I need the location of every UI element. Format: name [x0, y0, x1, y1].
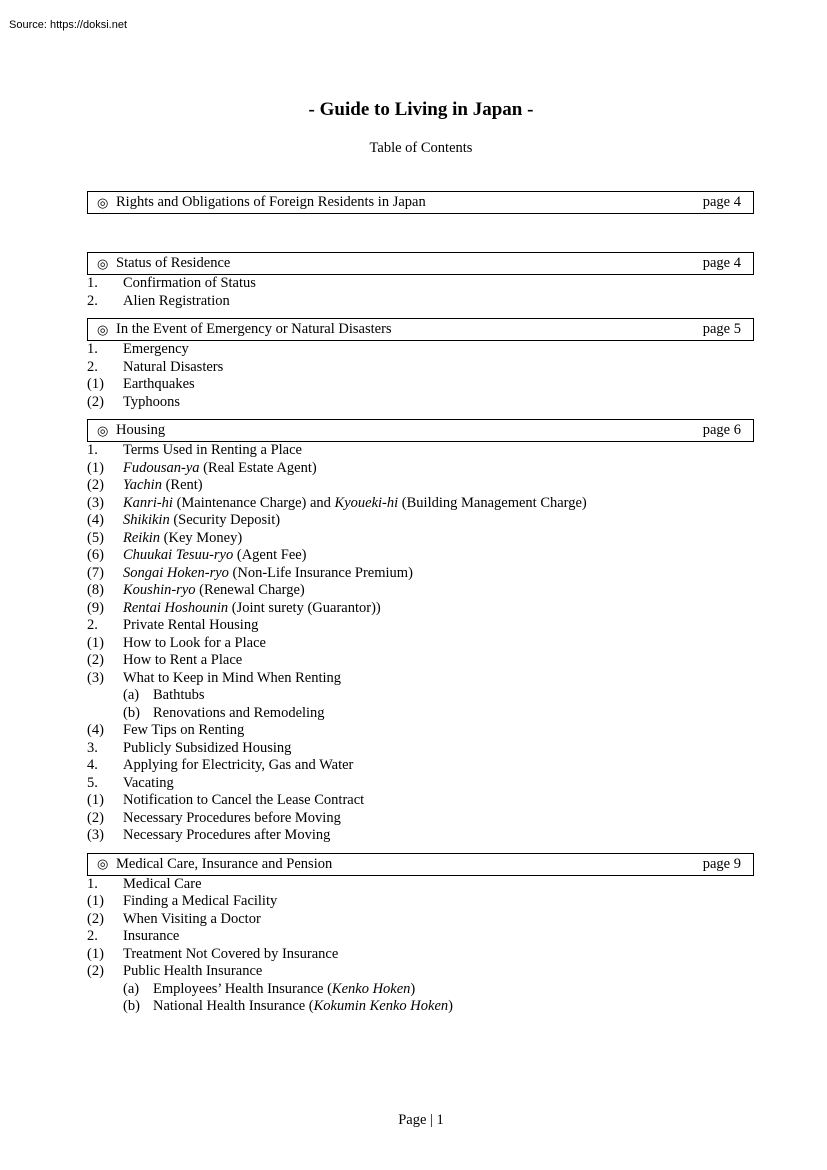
- toc-item[interactable]: [87, 293, 754, 311]
- toc-item[interactable]: [87, 893, 754, 911]
- section-page-ref: page 6: [702, 422, 741, 438]
- toc-item[interactable]: [87, 652, 754, 670]
- toc-item-text: Necessary Procedures after Moving: [123, 827, 331, 843]
- toc-item-text: [153, 998, 453, 1016]
- toc-item-number: (2): [87, 963, 104, 979]
- toc-item-number: (a): [123, 687, 140, 703]
- toc-item[interactable]: [87, 670, 754, 688]
- toc-item-number: (5): [87, 529, 104, 546]
- section-header-box[interactable]: [87, 419, 754, 442]
- toc-item-number: 5.: [87, 774, 98, 791]
- toc-item-text: [123, 495, 587, 513]
- toc-item-number: (2): [87, 652, 104, 668]
- toc-item-number: 3.: [87, 739, 98, 756]
- toc-section: [87, 252, 754, 310]
- toc-item-number: 2.: [87, 292, 98, 309]
- toc-item-number: (2): [87, 477, 104, 493]
- section-page-ref: page 4: [702, 194, 741, 210]
- bullseye-icon: ◎: [97, 422, 109, 438]
- toc-item-number: (2): [87, 910, 104, 927]
- toc-item-text-part: (Rent): [161, 477, 203, 493]
- toc-item-text-part: ): [448, 998, 453, 1014]
- toc-item-text: What to Keep in Mind When Renting: [123, 669, 341, 686]
- toc-item-text: Vacating: [123, 774, 174, 791]
- toc-item-text-part: (Renewal Charge): [195, 582, 305, 598]
- toc-item[interactable]: [87, 740, 754, 758]
- toc-item-text: Renovations and Remodeling: [153, 704, 325, 721]
- toc-item-text: Natural Disasters: [123, 358, 224, 375]
- section-title: Rights and Obligations of Foreign Residents in Japan: [116, 194, 426, 210]
- japanese-term: Fudousan-ya: [123, 459, 200, 476]
- toc-item[interactable]: [87, 876, 754, 894]
- toc-item-number: (1): [87, 792, 104, 808]
- japanese-term: Koushin-ryo: [123, 582, 196, 598]
- japanese-term: Yachin: [123, 477, 162, 493]
- toc-item[interactable]: [87, 512, 754, 530]
- toc-item-text: [153, 981, 415, 999]
- section-header-box[interactable]: [87, 318, 754, 341]
- toc-item-text: When Visiting a Doctor: [123, 910, 261, 927]
- japanese-term: Kokumin Kenko Hoken: [313, 998, 449, 1014]
- toc-item-text-part: (Agent Fee): [233, 547, 307, 563]
- toc-item-text: Bathtubs: [153, 687, 205, 703]
- source-label: Source: https://doksi.net: [9, 19, 128, 31]
- toc-item-number: 1.: [87, 875, 98, 892]
- toc-item-text: Earthquakes: [123, 376, 195, 392]
- section-title: Status of Residence: [116, 255, 231, 271]
- bullseye-icon: ◎: [97, 194, 109, 210]
- toc-item-text-part: (Joint surety (Guarantor)): [228, 599, 381, 616]
- toc-item[interactable]: [87, 376, 754, 394]
- toc-item-text: Publicly Subsidized Housing: [123, 739, 292, 756]
- bullseye-icon: ◎: [97, 856, 109, 871]
- toc-item-text: Insurance: [123, 928, 180, 944]
- toc-item-number: 1.: [87, 341, 98, 357]
- toc-item-number: (1): [87, 376, 104, 392]
- section-item-list: [87, 275, 754, 310]
- toc-item[interactable]: [87, 722, 754, 740]
- toc-item-text: Few Tips on Renting: [123, 722, 245, 738]
- japanese-term: Kyoueki-hi: [334, 494, 399, 511]
- toc-item[interactable]: [87, 477, 754, 495]
- toc-item[interactable]: [87, 275, 754, 293]
- toc-item-number: (2): [87, 393, 104, 410]
- toc-item[interactable]: [87, 757, 754, 775]
- toc-item-number: (3): [87, 494, 104, 511]
- toc-item-number: 2.: [87, 617, 98, 633]
- toc-item-text: Treatment Not Covered by Insurance: [123, 945, 339, 962]
- toc-item[interactable]: [87, 687, 754, 705]
- toc-item[interactable]: [87, 775, 754, 793]
- toc-item-text: [123, 565, 413, 583]
- toc-item-number: (1): [87, 945, 104, 962]
- toc-item-text: [123, 582, 305, 600]
- toc-item-number: 2.: [87, 928, 98, 944]
- section-item-list: [87, 442, 754, 845]
- toc-item-text: [123, 600, 381, 618]
- section-page-ref: page 9: [702, 855, 741, 872]
- toc-item[interactable]: [87, 394, 754, 412]
- toc-item-text: Finding a Medical Facility: [123, 893, 278, 909]
- toc-item-text: [123, 530, 242, 548]
- section-header-box[interactable]: [87, 252, 754, 275]
- toc-item[interactable]: [87, 911, 754, 929]
- bullseye-icon: ◎: [97, 321, 109, 337]
- toc-item[interactable]: [87, 341, 754, 359]
- toc-item-number: (1): [87, 634, 104, 651]
- toc-item[interactable]: [87, 547, 754, 565]
- toc-item-text: Private Rental Housing: [123, 617, 259, 633]
- japanese-term: Chuukai Tesuu-ryo: [123, 547, 234, 563]
- section-header-box[interactable]: [87, 853, 754, 876]
- section-title: In the Event of Emergency or Natural Disasters: [116, 321, 392, 337]
- toc-item-text: [123, 547, 307, 565]
- toc-item-number: (b): [123, 998, 140, 1014]
- toc-item-text-part: (Key Money): [160, 529, 243, 546]
- toc-section: [87, 318, 754, 411]
- section-title: Housing: [116, 422, 166, 438]
- toc-item[interactable]: [87, 792, 754, 810]
- toc-section: [87, 853, 754, 1016]
- toc-item-number: (3): [87, 669, 104, 686]
- toc-item-text: Terms Used in Renting a Place: [123, 442, 302, 458]
- page-footer: Page | 1: [398, 1112, 444, 1128]
- toc-item-number: (9): [87, 599, 104, 616]
- japanese-term: Reikin: [123, 529, 161, 546]
- toc-item-number: (2): [87, 809, 104, 826]
- toc-item-text: How to Rent a Place: [123, 652, 243, 668]
- toc-item-text: [123, 460, 317, 478]
- toc-item-text: Emergency: [123, 341, 189, 357]
- toc-item[interactable]: [87, 946, 754, 964]
- toc-section: [87, 191, 754, 214]
- toc-item-number: (1): [87, 459, 104, 476]
- toc-item-number: 1.: [87, 442, 98, 458]
- toc-item-text: [123, 512, 280, 530]
- toc-item-text-part: (Maintenance Charge) and: [172, 494, 335, 511]
- toc-item-text: Public Health Insurance: [123, 963, 263, 979]
- toc-item-number: 2.: [87, 358, 98, 375]
- section-title: Medical Care, Insurance and Pension: [116, 855, 333, 872]
- japanese-term: Kanri-hi: [123, 494, 173, 511]
- toc-item-text: Necessary Procedures before Moving: [123, 809, 341, 826]
- toc-item[interactable]: [87, 600, 754, 618]
- toc-item-number: (8): [87, 582, 104, 598]
- toc-item[interactable]: [87, 705, 754, 723]
- toc-item-number: (3): [87, 827, 104, 843]
- toc-item-number: 1.: [87, 275, 98, 291]
- japanese-term: Songai Hoken-ryo: [123, 564, 229, 581]
- page-title: - Guide to Living in Japan -: [308, 99, 534, 120]
- toc-item-text: How to Look for a Place: [123, 634, 266, 651]
- toc-item-number: (b): [123, 704, 140, 721]
- toc-item-number: (4): [87, 512, 104, 528]
- toc-item-number: 4.: [87, 757, 98, 773]
- section-page-ref: page 4: [702, 255, 741, 271]
- japanese-term: Shikikin: [123, 512, 170, 528]
- toc-item-text-part: Employees’ Health Insurance (: [153, 980, 332, 997]
- toc-item[interactable]: [87, 617, 754, 635]
- toc-item[interactable]: [87, 635, 754, 653]
- toc-item[interactable]: [87, 442, 754, 460]
- toc-item-text: Confirmation of Status: [123, 275, 256, 291]
- toc-item-number: (a): [123, 980, 140, 997]
- section-item-list: [87, 876, 754, 1016]
- toc-item[interactable]: [87, 928, 754, 946]
- section-page-ref: page 5: [702, 321, 741, 337]
- toc-item-number: (4): [87, 722, 104, 738]
- toc-item-text: Notification to Cancel the Lease Contract: [123, 792, 365, 808]
- section-header-box[interactable]: [87, 191, 754, 214]
- japanese-term: Rentai Hoshounin: [123, 599, 229, 616]
- toc-item-text-part: (Security Deposit): [169, 512, 281, 528]
- toc-item[interactable]: [87, 810, 754, 828]
- toc-item-number: (1): [87, 893, 104, 909]
- toc-item[interactable]: [87, 998, 754, 1016]
- toc-sections: [87, 191, 754, 1016]
- toc-item-text-part: (Building Management Charge): [398, 494, 587, 511]
- toc-item-text-part: National Health Insurance (: [153, 998, 314, 1014]
- toc-item-number: (7): [87, 564, 104, 581]
- toc-section: [87, 419, 754, 845]
- toc-item-text: Alien Registration: [123, 292, 230, 309]
- toc-item[interactable]: [87, 530, 754, 548]
- toc-item[interactable]: [87, 981, 754, 999]
- toc-item[interactable]: [87, 495, 754, 513]
- japanese-term: Kenko Hoken: [331, 980, 411, 997]
- toc-item-text-part: (Real Estate Agent): [199, 459, 317, 476]
- toc-item[interactable]: [87, 565, 754, 583]
- toc-item-text: [123, 477, 203, 495]
- bullseye-icon: ◎: [97, 255, 109, 271]
- section-item-list: [87, 341, 754, 411]
- toc-item[interactable]: [87, 827, 754, 845]
- toc-item-text-part: ): [410, 980, 416, 997]
- toc-item[interactable]: [87, 460, 754, 478]
- toc-subtitle: Table of Contents: [369, 140, 473, 156]
- toc-item[interactable]: [87, 359, 754, 377]
- toc-item[interactable]: [87, 582, 754, 600]
- toc-item-text: Typhoons: [123, 393, 180, 410]
- toc-item-text: Medical Care: [123, 875, 202, 892]
- toc-item-text-part: (Non-Life Insurance Premium): [228, 564, 413, 581]
- toc-item[interactable]: [87, 963, 754, 981]
- toc-item-text: Applying for Electricity, Gas and Water: [123, 757, 354, 773]
- toc-item-number: (6): [87, 547, 104, 563]
